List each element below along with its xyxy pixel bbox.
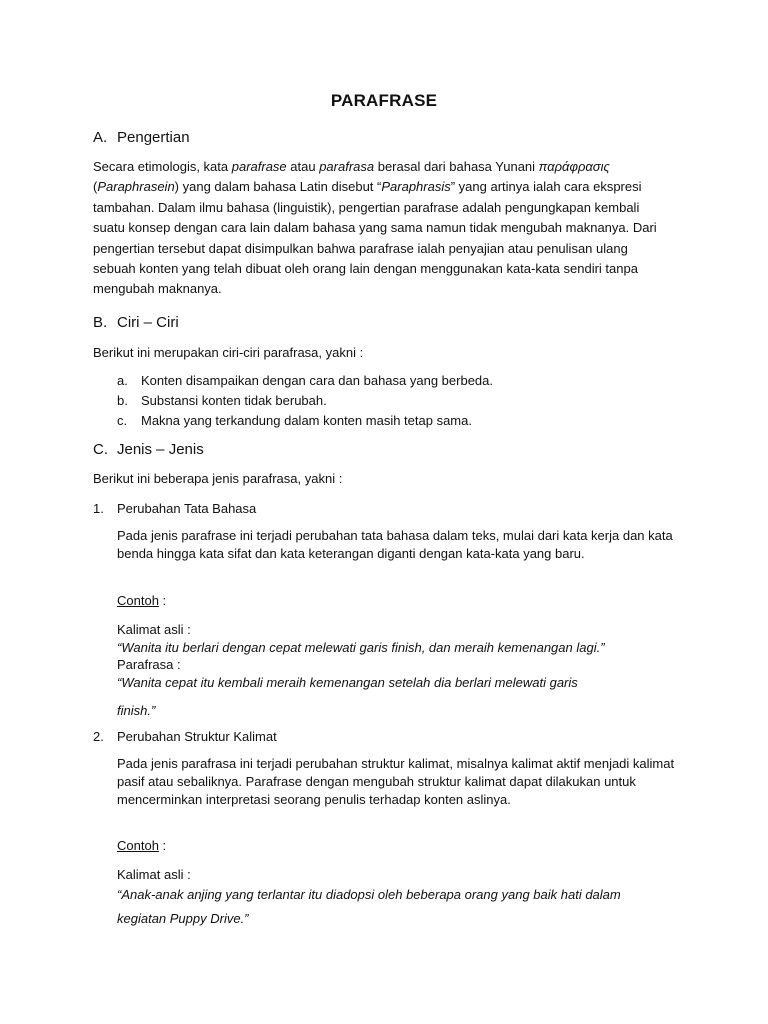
type-1-example-label: [117, 591, 677, 611]
paragraph-text: ” yang artinya ialah cara ekspresi tambahan. Dalam ilmu bahasa (linguistik), pengertian parafrase adalah pengungkapan kembali suatu konsep dengan cara lain dalam bahasa yang sama namun tidak mengubah maknanya. Dari pengertian tersebut dapat disimpulkan bahwa parafrase ialah penyajian atau penulisan ulang sebuah konten yang telah dibuat oleh orang lain dengan menggunakan kata-kata sendiri tanpa mengubah maknanya.: [93, 179, 657, 297]
type-name: Perubahan Struktur Kalimat: [117, 729, 277, 744]
section-c-intro: Berikut ini beberapa jenis parafrasa, yakni :: [93, 471, 343, 486]
type-2-description: Pada jenis parafrasa ini terjadi perubahan struktur kalimat, misalnya kalimat aktif menjadi kalimat pasif atau sebaliknya. Parafrase dengan mengubah struktur kalimat dapat dilakukan untuk mencerminkan interpretasi seorang penulis terhadap konten aslinya.: [117, 756, 675, 807]
list-item: [117, 371, 493, 391]
example-label: Contoh: [117, 838, 159, 853]
italic-term: Paraphrasis: [381, 179, 451, 195]
type-number: 2.: [93, 729, 104, 744]
document-title: PARAFRASE: [330, 91, 438, 110]
type-1-original-sentence: [117, 639, 717, 657]
section-c-letter: C.: [93, 441, 108, 458]
paragraph-text: ) yang dalam bahasa Latin disebut “: [174, 179, 382, 195]
section-b-heading: [93, 313, 179, 333]
paraphrase-text: “Wanita cepat itu kembali meraih kemenangan setelah dia berlari melewati garis: [117, 675, 578, 690]
paragraph-text: Secara etimologis, kata: [93, 159, 232, 174]
list-marker: b.: [117, 393, 128, 408]
type-2-example-label: [117, 836, 677, 856]
example-label: Contoh: [117, 593, 159, 608]
paragraph-text: berasal dari bahasa Yunani: [374, 159, 539, 174]
type-1-description: Pada jenis parafrase ini terjadi perubahan tata bahasa dalam teks, mulai dari kata kerja dan kata benda hingga kata sifat dan kata keterangan diganti dengan kata-kata yang baru.: [117, 528, 673, 561]
original-sentence-text: “Wanita itu berlari dengan cepat melewati garis finish, dan meraih kemenangan lagi.”: [117, 640, 605, 655]
type-1-original-label: Kalimat asli :: [117, 622, 191, 637]
list-item-text: Makna yang terkandung dalam konten masih tetap sama.: [141, 413, 472, 428]
type-1-heading: [93, 499, 256, 519]
type-2-original-line-2: [117, 910, 677, 928]
list-item-text: Substansi konten tidak berubah.: [141, 393, 327, 408]
italic-term: παράφρασις: [538, 159, 610, 174]
italic-term: parafrasa: [319, 159, 375, 174]
type-1-paraphrase-label: Parafrasa :: [117, 657, 181, 672]
type-number: 1.: [93, 501, 104, 516]
list-marker: c.: [117, 413, 128, 428]
section-a-heading: [93, 128, 190, 148]
type-1-paraphrase-line-2: [117, 702, 677, 720]
type-2-original-label: Kalimat asli :: [117, 867, 191, 882]
section-b-intro: Berikut ini merupakan ciri-ciri parafrasa, yakni :: [93, 345, 364, 360]
type-1-paraphrase-line-1: [117, 674, 717, 692]
section-c-title: Jenis – Jenis: [117, 441, 204, 458]
paragraph-text: atau: [286, 159, 320, 174]
section-b-title: Ciri – Ciri: [117, 314, 179, 331]
list-item: [117, 411, 472, 431]
section-a-title: Pengertian: [117, 129, 190, 146]
type-2-heading: [93, 727, 277, 747]
example-colon: :: [158, 838, 167, 853]
section-a-paragraph: [93, 157, 673, 300]
list-marker: a.: [117, 373, 128, 388]
section-b-letter: B.: [93, 314, 108, 331]
list-item: [117, 391, 327, 411]
type-2-original-line-1: [117, 886, 717, 904]
type-name: Perubahan Tata Bahasa: [117, 501, 257, 516]
paragraph-text: (: [93, 179, 98, 195]
example-colon: :: [158, 593, 167, 608]
original-sentence-text: “Anak-anak anjing yang terlantar itu diadopsi oleh beberapa orang yang baik hati dalam: [117, 887, 621, 902]
italic-term: parafrase: [231, 159, 287, 174]
paraphrase-text: finish.”: [117, 703, 156, 718]
section-c-heading: [93, 440, 204, 460]
italic-term: Paraphrasein: [97, 179, 175, 195]
list-item-text: Konten disampaikan dengan cara dan bahasa yang berbeda.: [141, 373, 493, 388]
original-sentence-text: kegiatan Puppy Drive.”: [117, 911, 249, 926]
section-a-letter: A.: [93, 129, 108, 146]
